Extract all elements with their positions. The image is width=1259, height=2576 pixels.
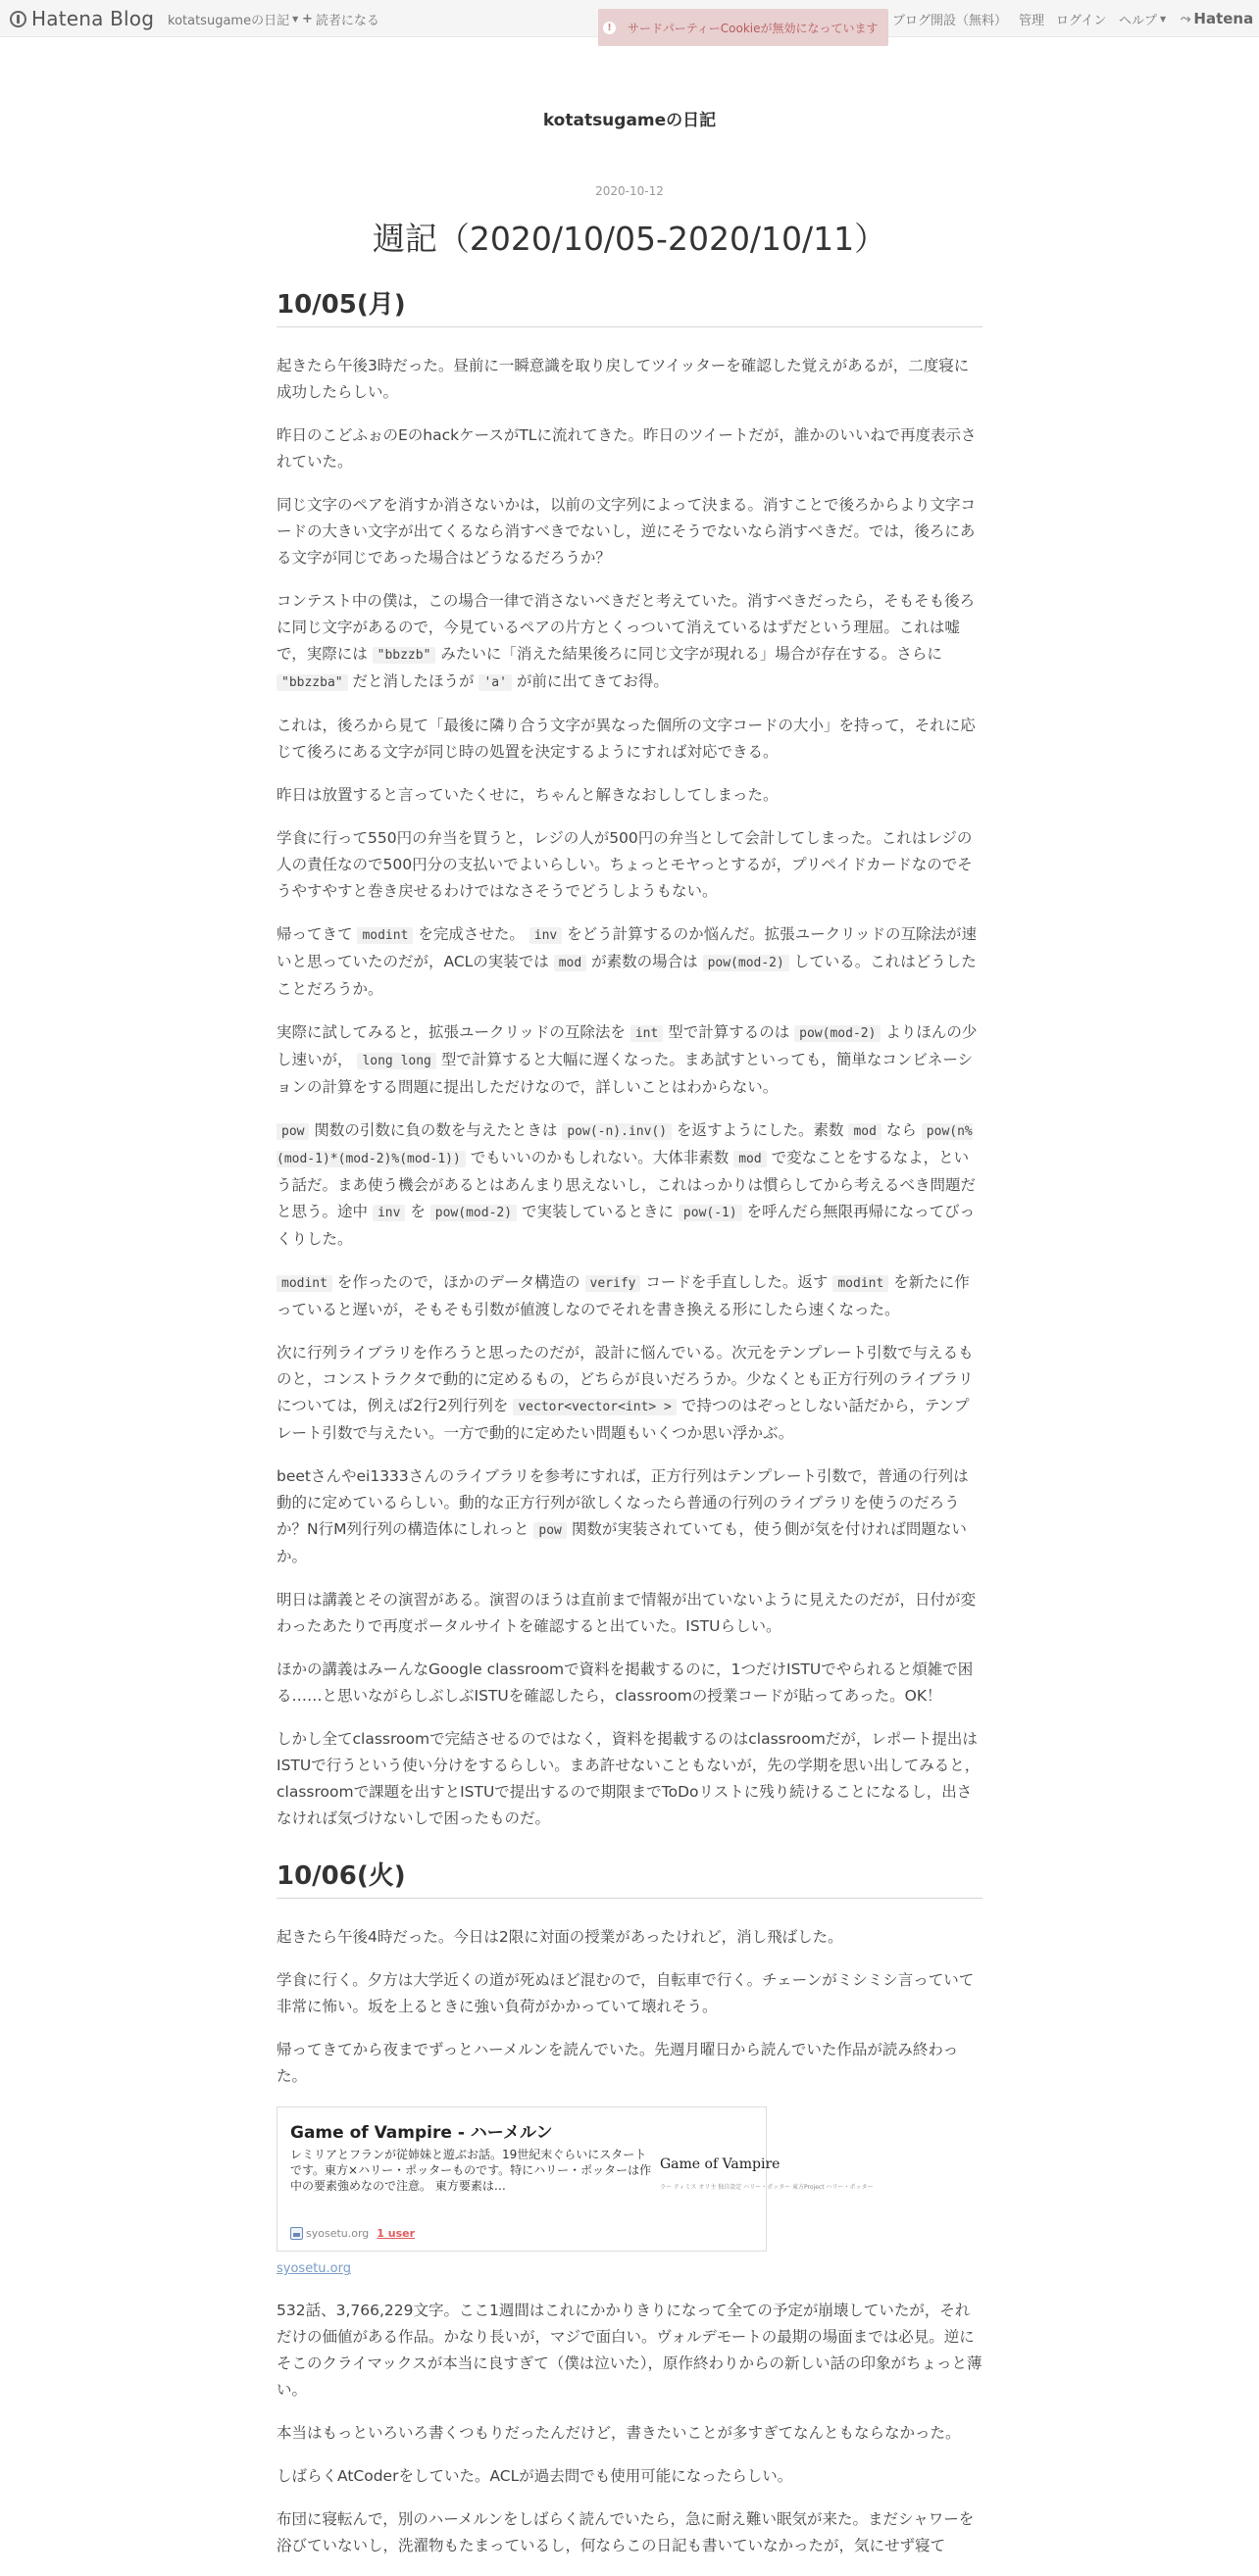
paragraph bbox=[277, 921, 982, 1003]
embed-footer bbox=[290, 2227, 415, 2240]
entry-title[interactable]: 週記（2020/10/05-2020/10/11） bbox=[372, 220, 887, 258]
text-run: を作ったので，ほかのデータ構造の bbox=[331, 1273, 585, 1292]
paragraph: しばらくAtCoderをしていた。ACLが過去問でも使用可能になったらしい。 bbox=[277, 2467, 793, 2486]
text-run: よりほんの少し速いが， bbox=[277, 1023, 978, 1069]
inline-code: mod bbox=[733, 1151, 766, 1167]
hatena-blog-logo-text: Hatena Blog bbox=[31, 7, 155, 30]
text-run: で実装しているときに bbox=[517, 1203, 679, 1221]
paragraph: 帰ってきてから夜までずっとハーメルンを読んでいた。先週月曜日から読んでいた作品が読み終わった。 bbox=[277, 2041, 959, 2086]
text-run: 帰ってきて bbox=[277, 925, 358, 944]
source-link[interactable]: syosetu.org bbox=[277, 2261, 351, 2277]
text-run: なら bbox=[881, 1121, 922, 1140]
paragraph: 学食に行って550円の弁当を買うと，レジの人が500円の弁当として会計してしまった。これはレジの人の責任なので500円分の支払いでよいらしい。ちょっとモヤっとするが，プリペイドカードなのでそうやすやすと巻き戻せるわけではなさそうでどうしようもない。 bbox=[277, 829, 973, 901]
paragraph: 布団に寝転んで，別のハーメルンをしばらく読んでいたら，急に耐え難い眠気が来た。まだシャワーを浴びていないし，洗濯物もたまっているし，何ならこの日記も書いていなかったが，気にせず寝て bbox=[277, 2510, 975, 2555]
inline-code: modint bbox=[832, 1275, 888, 1292]
embed-thumbnail-tags: ラー ティミス オリ主 独自設定 ハリー・ポッター 東方Project ハリー・ポッター bbox=[660, 2184, 874, 2192]
inline-code: modint bbox=[277, 1275, 332, 1292]
site-favicon-icon bbox=[290, 2227, 303, 2240]
text-run: でもいいのかもしれない。大体非素数 bbox=[465, 1149, 734, 1167]
become-reader-label: 読者になる bbox=[315, 13, 379, 28]
blog-title[interactable]: kotatsugameの日記 bbox=[542, 111, 717, 130]
login-label: ログイン bbox=[1056, 13, 1107, 28]
inline-code: pow bbox=[533, 1522, 566, 1539]
become-reader-button[interactable] bbox=[302, 0, 379, 37]
inline-code: pow(mod-2) bbox=[430, 1205, 517, 1221]
text-run: で持つのはぞっとしない話だから，テンプレート引数で与えたい。一方で動的に定めたい問題もいくつか思い浮かぶ。 bbox=[277, 1397, 970, 1443]
text-run: を新たに作っていると遅いが，そもそも引数が値渡しなのでそれを書き換える形にしたら速くなった。 bbox=[277, 1273, 970, 1319]
paragraph: 明日は講義とその演習がある。演習のほうは直前まで情報が出ていないように見えたのだが，日付が変わったあたりで再度ポータルサイトを確認すると出ていた。ISTUらしい。 bbox=[277, 1591, 977, 1636]
inline-code: inv bbox=[373, 1205, 405, 1221]
inline-code: pow(n%(mod-1)*(mod-2)%(mod-1)) bbox=[277, 1124, 973, 1167]
embed-thumbnail[interactable] bbox=[654, 2145, 874, 2205]
paragraph: 本当はもっといろいろ書くつもりだったんだけど，書きたいことが多すぎてなんともならなかった。 bbox=[277, 2424, 961, 2443]
text-run: が前に出てきてお得。 bbox=[511, 672, 669, 691]
caret-down-icon: ▼ bbox=[1160, 14, 1167, 24]
text-run: 型で計算するのは bbox=[663, 1023, 795, 1042]
paragraph: 昨日のこどふぉのEのhackケースがTLに流れてきた。昨日のツイートだが，誰かのいいねで再度表示されていた。 bbox=[277, 426, 977, 471]
text-run: で変なことをするなよ，という話だ。まあ使う機会があるとはあんまり思えないし，これはっかりは慣らしてから考えるべき問題だと思う。途中 bbox=[277, 1149, 977, 1221]
blog-menu-dropdown[interactable] bbox=[168, 0, 298, 37]
paragraph: 起きたら午後3時だった。昼前に一瞬意識を取り戻してツイッターを確認した覚えがあるが，二度寝に成功したらしい。 bbox=[277, 357, 970, 402]
inline-code: mod bbox=[554, 955, 586, 971]
inline-code: pow(-1) bbox=[679, 1205, 742, 1221]
create-blog-link[interactable] bbox=[892, 0, 1007, 37]
paragraph: 起きたら午後4時だった。今日は2限に対面の授業があったけれど，消し飛ばした。 bbox=[277, 1928, 843, 1947]
inline-code: pow(-n).inv() bbox=[562, 1123, 672, 1140]
blog-menu-label: kotatsugameの日記 bbox=[168, 13, 290, 28]
cookie-warning-text: サードパーティーCookieが無効になっています bbox=[628, 21, 879, 35]
text-run: 型で計算すると大幅に遅くなった。まあ試すといっても，簡単なコンビネーションの計算をする問題に提出しただけなので，詳しいことはわからない。 bbox=[277, 1051, 974, 1097]
hatena-logo-icon: ⤳ bbox=[1181, 11, 1191, 26]
help-menu[interactable] bbox=[1119, 0, 1166, 37]
paragraph: 昨日は放置すると言っていたくせに，ちゃんと解きなおししてしまった。 bbox=[277, 786, 779, 805]
text-run: コードを手直しした。返す bbox=[640, 1273, 833, 1292]
caret-down-icon: ▼ bbox=[292, 14, 299, 24]
text-run: beetさんやei1333さんのライブラリを参考にすれば，正方行列はテンプレート引数で，普通の行列は動的に定めているらしい。動的な正方行列が欲しくなったら普通の行列のライブラリを使うのだろうか？N行M列行列の構造体にしれっと bbox=[277, 1467, 969, 1539]
inline-code: int bbox=[630, 1025, 663, 1042]
admin-label: 管理 bbox=[1019, 13, 1045, 28]
inline-code: "bbzzb" bbox=[373, 647, 436, 664]
text-run: している。これはどうしたことだろうか。 bbox=[277, 953, 977, 999]
text-run: が素数の場合は bbox=[586, 953, 703, 971]
paragraph bbox=[277, 1463, 982, 1570]
bookmark-count-link[interactable]: 1 user bbox=[377, 2227, 416, 2241]
inline-code: verify bbox=[585, 1275, 641, 1292]
embed-site: syosetu.org bbox=[306, 2227, 370, 2241]
plus-icon: + bbox=[302, 11, 313, 26]
text-run: を呼んだら無限再帰になってびっくりした。 bbox=[277, 1203, 976, 1249]
inline-code: mod bbox=[848, 1123, 881, 1140]
paragraph bbox=[277, 1269, 982, 1323]
paragraph: しかし全てclassroomで完結させるのではなく，資料を掲載するのはclassroomだが，レポート提出はISTUで行うという使い分けをするらしい。まあ許せないこともないが，先の学期を思い出してみると，classroomで課題を出すとISTUで提出するので期限までToDoリストに残り続けることになるし，出さなければ気づけないしで困ったものだ。 bbox=[277, 1730, 981, 1828]
text-run: を bbox=[405, 1203, 430, 1221]
admin-link[interactable] bbox=[1019, 0, 1044, 37]
paragraph: 学食に行く。夕方は大学近くの道が死ぬほど混むので，自転車で行く。チェーンがミシミシ言っていて非常に怖い。坂を上るときに強い負荷がかかっていて壊れそう。 bbox=[277, 1971, 975, 2016]
paragraph bbox=[277, 1117, 982, 1253]
text-run: みたいに「消えた結果後ろに同じ文字が現れる」場合が存在する。さらに bbox=[435, 645, 942, 664]
paragraph: 532話、3,766,229文字。ここ1週間はこれにかかりきりになって全ての予定が崩壊していたが，それだけの価値がある作品。かなり長いが，マジで面白い。ヴォルデモートの最期の場面までは必見。逆にそこのクライマックスが本当に良すぎて（僕は泣いた），原作終わりからの新しい話の印象がちょっと薄い。 bbox=[277, 2302, 982, 2400]
text-run: 関数の引数に負の数を与えたときは bbox=[309, 1121, 563, 1140]
text-run: コンテスト中の僕は，この場合一律で消さないべきだと考えていた。消すべきだったら，そもそも後ろに同じ文字があるので，今見ているペアの片方とくっついて消えているはずだという理屈。これは嘘で，実際には bbox=[277, 592, 976, 664]
paragraph: ほかの講義はみーんなGoogle classroomで資料を掲載するのに，1つだけISTUでやられると煩雑で困る……と思いながらしぶしぶISTUを確認したら，classroomの授業コードが貼ってあった。OK！ bbox=[277, 1660, 974, 1706]
inline-code: pow(mod-2) bbox=[794, 1025, 881, 1042]
paragraph bbox=[277, 1340, 982, 1447]
help-label: ヘルプ bbox=[1119, 13, 1158, 28]
login-link[interactable] bbox=[1056, 0, 1106, 37]
hatena-blog-logo-icon bbox=[10, 11, 26, 27]
entry-date[interactable]: 2020-10-12 bbox=[595, 184, 664, 198]
paragraph: これは，後ろから見て「最後に隣り合う文字が異なった個所の文字コードの大小」を持って，それに応じて後ろにある文字が同じ時の処置を決定するようにすれば対応できる。 bbox=[277, 717, 976, 762]
embed-thumbnail-title: Game of Vampire bbox=[660, 2156, 781, 2173]
paragraph bbox=[277, 1019, 982, 1101]
inline-code: modint bbox=[357, 927, 413, 944]
text-run: 次に行列ライブラリを作ろうと思ったのだが，設計に悩んでいる。次元をテンプレート引数で与えるものと，コンストラクタで動的に定めるもの，どちらが良いだろうか。少なくとも正方行列のライブラリについては，例えば2行2列行列を bbox=[277, 1344, 974, 1415]
inline-code: pow bbox=[277, 1123, 309, 1140]
paragraph: 同じ文字のペアを消すか消さないかは，以前の文字列によって決まる。消すことで後ろからより文字コードの大きい文字が出てくるなら消すべきでないし，逆にそうでないなら消すべきだ。では，後ろにある文字が同じであった場合はどうなるだろうか？ bbox=[277, 496, 977, 568]
inline-code: long long bbox=[357, 1053, 435, 1069]
inline-code: "bbzzba" bbox=[277, 674, 348, 691]
text-run: だと消したほうが bbox=[347, 672, 479, 691]
inline-code: vector<vector<int> > bbox=[513, 1399, 677, 1415]
embed-card[interactable] bbox=[277, 2106, 874, 2252]
paragraph bbox=[277, 588, 982, 696]
text-run: 実際に試してみると，拡張ユークリッドの互除法を bbox=[277, 1023, 630, 1042]
inline-code: pow(mod-2) bbox=[703, 955, 789, 971]
entry-content bbox=[277, 290, 982, 2576]
day-heading: 10/06(火) bbox=[277, 1861, 982, 1899]
inline-code: inv bbox=[529, 927, 562, 944]
exclamation-icon: ! bbox=[603, 22, 616, 34]
inline-code: 'a' bbox=[478, 674, 511, 691]
hatena-blog-logo[interactable] bbox=[10, 0, 154, 37]
embed-title[interactable]: Game of Vampire - ハーメルン bbox=[290, 2123, 553, 2144]
global-header bbox=[0, 0, 1259, 37]
create-blog-label: ブログ開設（無料） bbox=[892, 13, 1008, 28]
text-run: 関数が実装されていても，使う側が気を付ければ問題ないか。 bbox=[277, 1520, 967, 1566]
hatena-logo[interactable] bbox=[1181, 0, 1253, 37]
text-run: を完成させた。 bbox=[413, 925, 529, 944]
day-heading: 10/05(月) bbox=[277, 290, 982, 327]
text-run: をどう計算するのか悩んだ。拡張ユークリッドの互除法が速いと思っていたのだが，ACLの実装では bbox=[277, 925, 978, 971]
cookie-warning-badge[interactable] bbox=[598, 9, 888, 46]
embed-description: レミリアとフランが従姉妹と遊ぶお話。19世紀末ぐらいにスタートです。東方×ハリー・ポッターものです。特にハリー・ポッターは作中の要素強めなので注意。 東方要素は… bbox=[290, 2148, 652, 2194]
hatena-logo-text: Hatena bbox=[1193, 10, 1254, 27]
text-run: を返すようにした。素数 bbox=[672, 1121, 849, 1140]
